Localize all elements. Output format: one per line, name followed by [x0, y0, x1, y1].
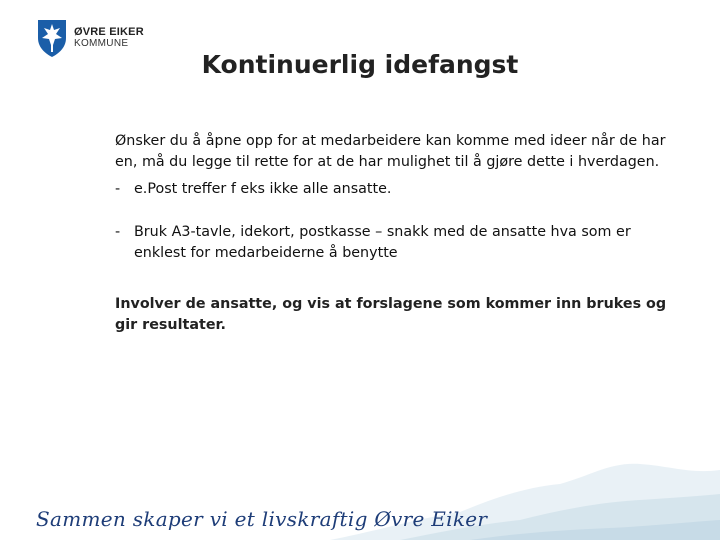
bullet-text: e.Post treffer f eks ikke alle ansatte.	[134, 181, 392, 197]
logo-subtitle: KOMMUNE	[74, 38, 129, 49]
intro-paragraph: Ønsker du å åpne opp for at medarbeidere kan komme med ideer når de har en, må du legge til rette for at de har mulighet til å gjøre dette i hverdagen.	[115, 133, 666, 170]
conclusion-paragraph: Involver de ansatte, og vis at forslagene som kommer inn brukes og gir resultater.	[115, 296, 667, 333]
slide-title: Kontinuerlig idefangst	[201, 50, 519, 79]
bullet-item	[115, 222, 675, 264]
logo-text	[74, 26, 144, 50]
bullet-item	[115, 179, 675, 200]
bullet-text: Bruk A3-tavle, idekort, postkasse – snakk med de ansatte hva som er enklest for medarbeiderne å benytte	[134, 224, 631, 261]
slide-body	[115, 131, 675, 336]
logo-name: ØVRE EIKER	[74, 26, 144, 38]
bullet-dash: -	[115, 181, 121, 197]
bullet-dash: -	[115, 224, 121, 240]
footer-slogan: Sammen skaper vi et livskraftig Øvre Eiker	[36, 507, 488, 531]
